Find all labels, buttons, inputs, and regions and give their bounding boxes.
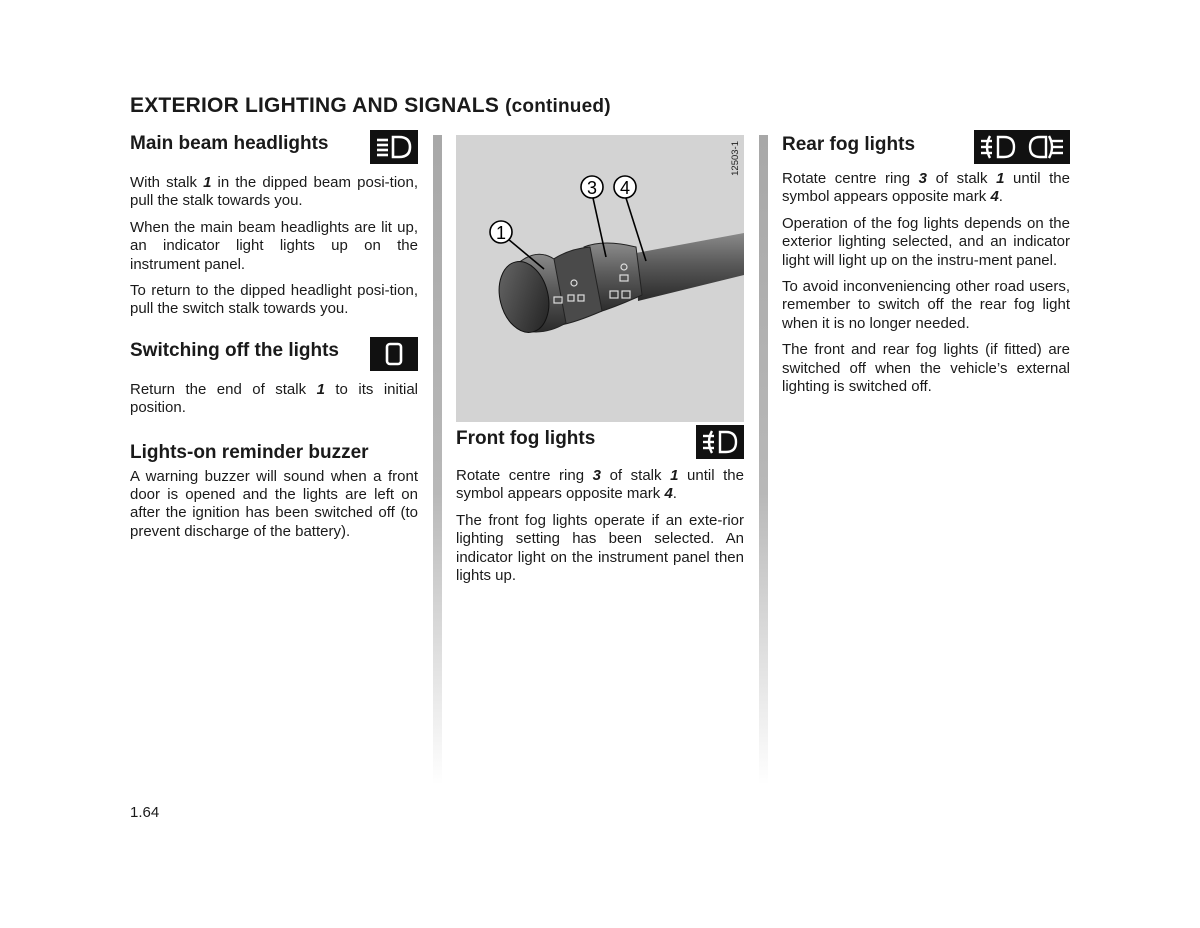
rear-fog-paragraph-3: To avoid inconveniencing other road users, remember to switch off the rear fog light when it is no longer needed. [782, 278, 1070, 332]
page-number: 1.64 [130, 804, 160, 821]
svg-text:3: 3 [586, 178, 598, 198]
main-beam-paragraph-3: To return to the dipped headlight posi-tion, pull the switch stalk towards you. [130, 282, 418, 318]
page-title-main: EXTERIOR LIGHTING AND SIGNALS [130, 94, 500, 117]
lights-off-icon [370, 337, 418, 371]
svg-text:1: 1 [495, 223, 507, 243]
main-beam-paragraph-2: When the main beam headlights are lit up, an indicator light lights up on the instrument panel. [130, 218, 418, 273]
callout-3 [581, 176, 603, 198]
callout-1 [490, 221, 512, 243]
page-title-suffix: (continued) [505, 96, 611, 117]
main-beam-headlight-icon [370, 130, 418, 164]
middle-column [456, 130, 744, 593]
buzzer-paragraph: A warning buzzer will sound when a front door is opened and the lights are left on after the ignition has been switched off (to prevent discharge of the battery). [130, 467, 418, 540]
rear-fog-section-header [782, 130, 1070, 166]
figure-code: 12503-1 [730, 141, 741, 176]
rear-fog-paragraph-4: The front and rear fog lights (if fitted) are switched off when the vehicle’s external lighting is switched off. [782, 341, 1070, 396]
switching-off-section-header [130, 337, 418, 373]
front-fog-section-header [456, 425, 744, 461]
callout-4 [614, 176, 636, 198]
left-column [130, 130, 418, 549]
svg-text:4: 4 [619, 178, 631, 198]
switching-off-paragraph: Return the end of stalk 1 to its initial position. [130, 380, 419, 417]
column-divider [759, 135, 768, 785]
rear-fog-paragraph-2: Operation of the fog lights depends on the exterior lighting selected, and an indicator light will light up on the instru-ment panel. [782, 214, 1070, 269]
front-fog-heading: Front fog lights [456, 428, 596, 449]
stalk-illustration [456, 135, 744, 422]
front-fog-paragraph-1: Rotate centre ring 3 of stalk 1 until the symbol appears opposite mark 4. [456, 467, 744, 503]
main-beam-section-header [130, 130, 418, 166]
front-fog-light-icon [696, 425, 744, 459]
buzzer-heading: Lights-on reminder buzzer [130, 441, 369, 463]
page-title [130, 94, 611, 118]
front-fog-paragraph-2: The front fog lights operate if an exte-rior lighting setting has been selected. An indicator light on the instrument panel then lights up. [456, 511, 744, 585]
switching-off-heading: Switching off the lights [130, 339, 339, 361]
rear-fog-heading: Rear fog lights [782, 134, 916, 155]
main-beam-heading: Main beam headlights [130, 133, 329, 154]
lighting-stalk-drawing [456, 135, 744, 422]
main-beam-paragraph-1: With stalk 1 in the dipped beam posi-tion, pull the stalk towards you. [130, 174, 418, 210]
buzzer-section-header [130, 436, 418, 468]
rear-fog-paragraph-1: Rotate centre ring 3 of stalk 1 until the symbol appears opposite mark 4. [782, 170, 1070, 206]
column-divider [433, 135, 442, 785]
right-column [782, 130, 1070, 404]
rear-fog-light-icon [974, 130, 1070, 164]
